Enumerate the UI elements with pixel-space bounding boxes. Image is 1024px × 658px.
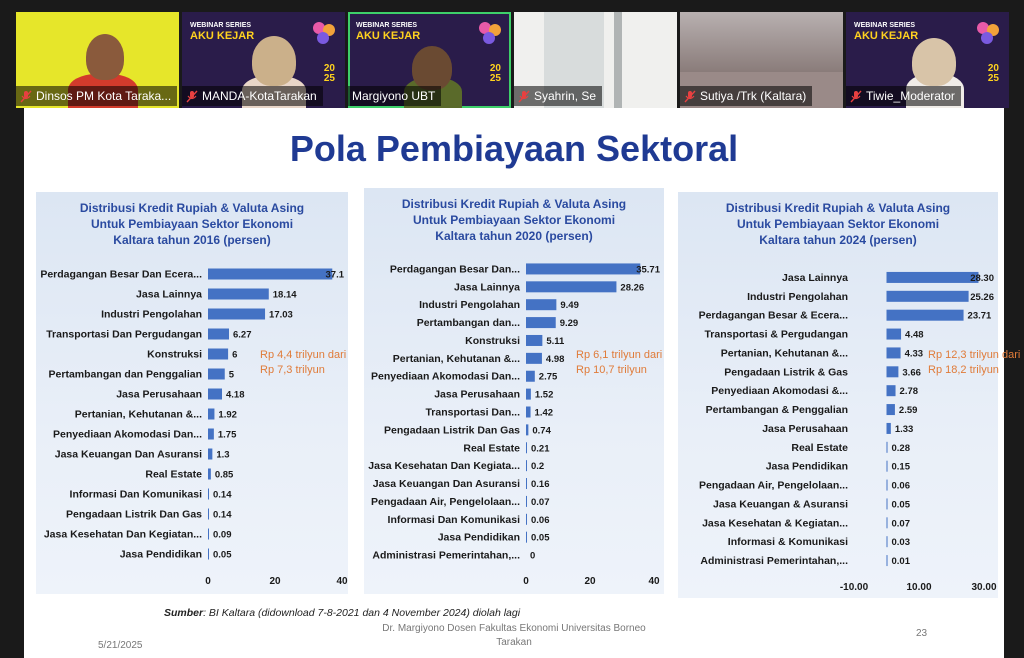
data-label: 0.85 [214,469,234,481]
slide-source [164,607,520,619]
bar [208,389,222,400]
category-label: Real Estate [145,468,202,481]
data-label: 6 [232,349,238,361]
x-tick-label: 30.00 [971,582,997,593]
data-label: 4.98 [545,353,565,365]
data-label: 0.06 [531,514,550,526]
data-label: 5 [228,369,235,381]
bar [526,371,535,382]
slide-title: Pola Pembiayaan Sektoral [289,128,739,169]
category-label: Informasi & Komunikasi [727,536,848,549]
data-label: 17.03 [269,309,293,321]
data-label: 0.07 [531,496,550,508]
data-label: 0.07 [891,518,910,530]
category-label: Jasa Kesehatan Dan Kegiata... [368,460,520,473]
category-label: Jasa Perusahaan [116,388,202,401]
category-label: Pengadaan Air, Pengelolaan... [699,479,848,492]
participant-tile-manda[interactable] [182,12,345,108]
bar-chart-2020 [364,188,664,594]
mic-muted-icon [518,90,530,103]
participant-tile-syahrin[interactable] [514,12,677,108]
year-top: 20 [323,63,335,74]
category-label: Pertanian, Kehutanan &... [392,352,520,365]
data-label: 1.33 [894,423,914,435]
category-label: Pertambangan & Penggalian [705,404,848,417]
participant-namebar [16,86,177,106]
x-tick-label: 0 [205,576,211,587]
webinar-series-text: WEBINAR SERIES [854,22,916,29]
bar [208,269,332,280]
slide-page-number: 23 [916,628,928,639]
bar [526,389,531,400]
slide-author [354,622,674,650]
bar [208,369,225,380]
chart-annotation-2024 [928,348,1020,378]
data-label: 4.48 [905,329,924,341]
bar [887,517,888,528]
participant-namebar [348,86,441,106]
data-label: 0.21 [531,443,550,455]
category-label: Pengadaan Air, Pengelolaan... [371,495,520,508]
data-label: 6.27 [233,329,252,341]
data-label: 0.16 [531,479,550,491]
participant-name: Dinsos PM Kota Taraka... [36,89,172,103]
data-label: 35.71 [636,264,660,276]
category-label: Konstruksi [465,334,520,347]
category-label: Jasa Keuangan Dan Asuransi [372,478,520,491]
category-label: Konstruksi [147,348,202,361]
participant-face [86,34,124,80]
chart-title-line: Untuk Pembiayaan Sektor Ekonomi [412,213,616,227]
category-label: Jasa Pendidikan [765,460,848,473]
data-label: 23.71 [967,310,992,322]
category-label: Penyediaan Akomodasi Dan... [371,370,520,383]
year-top: 20 [489,63,501,74]
participant-namebar [182,86,323,106]
mic-muted-icon [186,90,198,103]
category-label: Transportasi Dan Pergudangan [46,328,202,341]
chart-panel-2016 [36,192,348,594]
chart-annotation-2016 [260,348,346,378]
bar [887,347,901,358]
bar [526,317,556,328]
category-label: Pertanian, Kehutanan &... [74,408,202,421]
participant-tile-sutiya[interactable] [680,12,843,108]
data-label: 2.75 [538,371,558,383]
category-label: Jasa Lainnya [136,288,202,301]
bar [887,310,964,321]
bar [208,469,211,480]
category-label: Perdagangan Besar & Ecera... [698,309,848,322]
category-label: Jasa Pendidikan [437,531,520,544]
chart-title-line: Distribusi Kredit Rupiah & Valuta Asing [401,197,627,211]
bar [208,509,209,520]
bar [526,478,527,489]
chart-title-line: Kaltara tahun 2016 (persen) [113,233,271,247]
webinar-logo-icon [477,20,503,46]
category-label: Penyediaan Akomodasi &... [711,385,848,398]
data-label: 4.33 [904,348,924,360]
category-label: Jasa Perusahaan [762,422,848,435]
category-label: Perdagangan Besar Dan... [389,263,520,276]
annotation-line: Rp 18,2 trilyun [928,364,999,376]
category-label: Pertambangan dan Penggalian [48,368,202,381]
webinar-logo-icon [975,20,1001,46]
data-label: 0.14 [213,509,232,521]
bar [887,329,902,340]
category-label: Jasa Keuangan Dan Asuransi [54,448,202,461]
bar [208,489,209,500]
bar [887,536,888,547]
data-label: 0.03 [891,537,910,549]
data-label: 37.1 [325,269,344,281]
mic-muted-icon [850,90,862,103]
bar [887,423,891,434]
data-label: 0.01 [891,556,910,568]
shared-slide [24,108,1021,658]
bar [526,496,527,507]
data-label: 25.26 [970,291,994,303]
category-label: Real Estate [463,442,520,455]
bar [208,549,209,560]
bar [526,353,542,364]
category-label: Jasa Lainnya [782,271,848,284]
chart-title-line: Kaltara tahun 2024 (persen) [759,233,917,247]
x-tick-label: 40 [336,576,348,587]
webinar-title-text: AKU KEJAR [190,30,255,42]
bar [887,404,895,415]
category-label: Informasi Dan Komunikasi [387,513,520,526]
participant-namebar [680,86,812,106]
annotation-line: Rp 7,3 trilyun [260,364,325,376]
bar [526,514,527,525]
x-tick-label: -10.00 [839,582,869,593]
chart-panel-2020 [364,188,664,594]
chart-title-line: Untuk Pembiayaan Sektor Ekonomi [736,217,940,231]
annotation-line: Rp 6,1 trilyun dari [576,349,663,361]
participant-face [412,46,452,90]
data-label: 2.59 [898,405,918,417]
data-label: 0.06 [891,480,910,492]
participant-video [680,12,843,72]
category-label: Perdagangan Besar Dan Ecera... [40,268,202,281]
category-label: Pengadaan Listrik Dan Gas [384,424,520,437]
bar [208,289,269,300]
participant-video-detail [614,12,622,108]
x-tick-label: 10.00 [906,582,932,593]
x-tick-label: 20 [269,576,281,587]
category-label: Transportasi Dan... [425,406,520,419]
participant-name: Margiyono UBT [352,89,436,103]
author-line: Tarakan [496,637,532,648]
bar [208,349,228,360]
bar [208,329,229,340]
data-label: 1.3 [216,449,230,461]
webinar-title-text: AKU KEJAR [356,30,421,42]
category-label: Jasa Kesehatan & Kegiatan... [702,517,848,530]
category-label: Administrasi Pemerintahan,... [372,549,520,562]
chart-annotation-2020 [576,348,662,378]
x-tick-label: 40 [648,576,660,587]
category-label: Jasa Pendidikan [119,548,202,561]
data-label: 0.2 [531,461,545,473]
participant-name: MANDA-KotaTarakan [202,89,317,103]
chart-title-line: Distribusi Kredit Rupiah & Valuta Asing [725,201,951,215]
annotation-line: Rp 10,7 trilyun [576,364,647,376]
participant-strip [0,0,1024,108]
webinar-year [988,64,999,84]
data-label: 0.15 [891,461,910,473]
data-label: 0.14 [213,489,232,501]
webinar-series-text: WEBINAR SERIES [190,22,252,29]
year-bottom: 25 [987,73,999,84]
bar [887,291,969,302]
category-label: Real Estate [791,441,848,454]
category-label: Pertambangan dan... [416,317,520,330]
bar [887,385,896,396]
x-tick-label: 0 [523,576,529,587]
data-label: 0.05 [531,532,550,544]
year-top: 20 [987,63,999,74]
mic-muted-icon [684,90,696,103]
data-label: 0.28 [891,442,910,454]
author-line: Dr. Margiyono Dosen Fakultas Ekonomi Universitas Borneo [382,623,646,634]
mic-muted-icon [20,90,32,103]
category-label: Informasi Dan Komunikasi [69,488,202,501]
category-label: Industri Pengolahan [101,308,202,321]
webinar-banner [356,22,420,42]
chart-title-line: Kaltara tahun 2020 (persen) [435,229,593,243]
participant-face [252,36,296,86]
category-label: Administrasi Pemerintahan,... [700,555,848,568]
x-tick-label: 20 [584,576,596,587]
bar [887,272,979,283]
source-label: Sumber [164,607,204,619]
bar [526,335,542,346]
webinar-series-text: WEBINAR SERIES [356,22,418,29]
data-label: 28.26 [620,282,645,294]
bar [887,442,888,453]
chart-panel-2024 [678,192,998,598]
participant-name: Syahrin, Se [534,89,597,103]
category-label: Penyediaan Akomodasi Dan... [53,428,202,441]
bar [887,461,888,472]
data-label: 2.78 [899,386,919,398]
participant-namebar [514,86,602,106]
bar [208,309,265,320]
webinar-logo-icon [311,20,337,46]
data-label: 9.29 [559,318,579,330]
category-label: Industri Pengolahan [747,290,848,303]
data-label: 0.74 [532,425,551,437]
category-label: Industri Pengolahan [419,299,520,312]
bar [887,480,888,491]
data-label: 0.09 [213,529,232,541]
bar [887,555,888,566]
data-label: 0.05 [213,549,232,561]
data-label: 18.14 [272,289,297,301]
bar [208,429,214,440]
category-label: Jasa Keuangan & Asuransi [713,498,848,511]
chart-title-line: Untuk Pembiayaan Sektor Ekonomi [90,217,294,231]
bar [526,281,616,292]
participant-face [912,38,956,86]
bar [526,299,556,310]
webinar-banner [854,22,918,42]
bar [526,460,527,471]
category-label: Jasa Kesehatan Dan Kegiatan... [43,528,202,541]
year-bottom: 25 [323,73,335,84]
bar-chart-2024 [678,192,998,598]
data-label: 1.92 [218,409,237,421]
category-label: Pengadaan Listrik & Gas [724,366,848,379]
data-label: 1.75 [217,429,237,441]
data-label: 3.66 [902,367,921,379]
bar [887,498,888,509]
data-label: 1.52 [534,389,554,401]
bar [887,366,899,377]
category-label: Pengadaan Listrik Dan Gas [66,508,202,521]
webinar-banner [190,22,254,42]
participant-namebar [846,86,961,106]
chart-title-line: Distribusi Kredit Rupiah & Valuta Asing [79,201,305,215]
bar [526,442,527,453]
category-label: Transportasi & Pergudangan [704,328,848,341]
data-label: 1.42 [534,407,554,419]
data-label: 28.30 [970,272,994,284]
participant-tile-tiwie[interactable] [846,12,1009,108]
participant-tile-margiyono[interactable] [348,12,511,108]
annotation-line: Rp 12,3 trilyun dari [928,349,1021,361]
bar [208,449,212,460]
bar [526,424,528,435]
bar [526,532,527,543]
bar-chart-2016 [36,192,348,594]
webinar-title-text: AKU KEJAR [854,30,919,42]
bar [208,529,209,540]
bar [526,263,640,274]
bar [526,407,531,418]
annotation-line: Rp 4,4 trilyun dari [260,349,347,361]
webinar-year [490,64,501,84]
category-label: Jasa Perusahaan [434,388,520,401]
participant-name: Sutiya /Trk (Kaltara) [700,89,807,103]
data-label: 9.49 [560,300,579,312]
data-label: 4.18 [226,389,245,401]
slide-date: 5/21/2025 [98,640,143,651]
category-label: Jasa Lainnya [454,281,520,294]
data-label: 5.11 [546,335,565,347]
category-label: Pertanian, Kehutanan &... [720,347,848,360]
source-text: : BI Kaltara (didownload 7-8-2021 dan 4 November 2024) diolah lagi [203,607,521,619]
participant-name: Tiwie_Moderator [866,89,955,103]
webinar-year [324,64,335,84]
year-bottom: 25 [489,73,501,84]
data-label: 0 [530,550,536,562]
data-label: 0.05 [891,499,910,511]
participant-tile-dinsos[interactable] [16,12,179,108]
bar [208,409,214,420]
